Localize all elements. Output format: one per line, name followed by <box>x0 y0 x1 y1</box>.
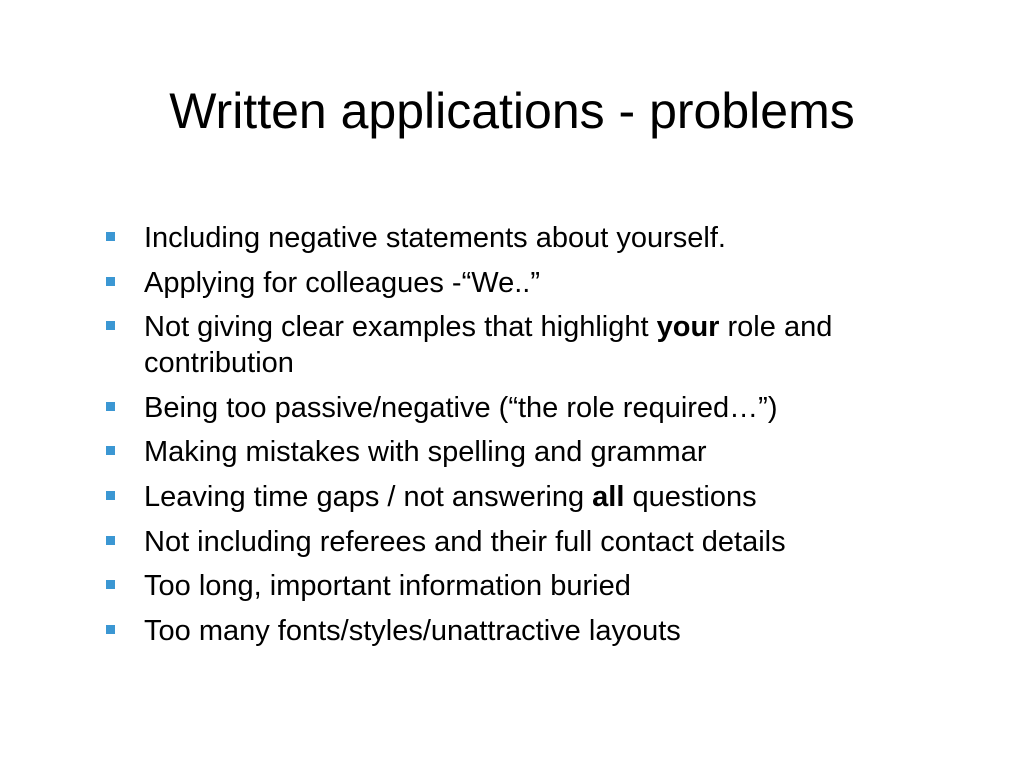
slide-title: Written applications - problems <box>169 83 855 139</box>
bullet-item <box>106 613 986 649</box>
square-bullet-icon <box>106 321 115 330</box>
bullet-item <box>106 479 986 515</box>
bullet-item <box>106 434 986 470</box>
bullet-text: Being too passive/negative (“the role required…”) <box>144 391 778 424</box>
bullet-text: Including negative statements about yourself. <box>144 222 726 254</box>
bullet-item <box>106 309 986 381</box>
bullet-item <box>106 568 986 604</box>
square-bullet-icon <box>106 232 115 241</box>
bullet-text: Applying for colleagues -“We..” <box>144 266 540 299</box>
square-bullet-icon <box>106 580 115 589</box>
bullet-item <box>106 265 986 301</box>
square-bullet-icon <box>106 277 115 286</box>
bullet-item <box>106 220 986 256</box>
square-bullet-icon <box>106 446 115 455</box>
square-bullet-icon <box>106 536 115 545</box>
bullet-text: Leaving time gaps / not answering all questions <box>144 480 757 513</box>
bullet-text: Making mistakes with spelling and grammar <box>144 436 707 469</box>
bullet-item <box>106 390 986 426</box>
bullet-list <box>106 220 986 657</box>
bullet-text: Not including referees and their full contact details <box>144 525 786 558</box>
emphasis-your: your <box>656 311 720 344</box>
square-bullet-icon <box>106 625 115 634</box>
bullet-item <box>106 524 986 560</box>
square-bullet-icon <box>106 491 115 500</box>
bullet-text: Not giving clear examples that highlight your role and contribution <box>144 311 833 380</box>
bullet-text: Too long, important information buried <box>144 570 631 603</box>
emphasis-all: all <box>592 480 625 513</box>
square-bullet-icon <box>106 402 115 411</box>
bullet-text: Too many fonts/styles/unattractive layouts <box>144 614 681 647</box>
